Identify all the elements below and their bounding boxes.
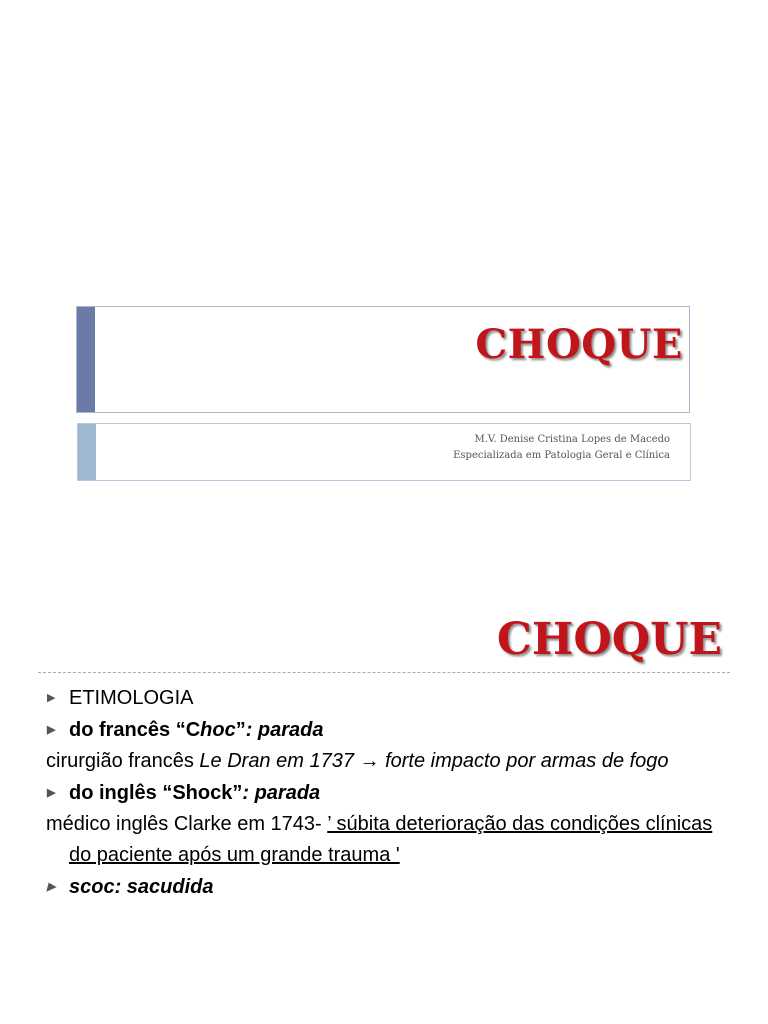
triangle-right-icon: ▶: [47, 787, 56, 799]
bullet-scoc: ▶ scoc: sacudida: [46, 871, 726, 903]
right-arrow-icon: →: [359, 750, 380, 772]
subtitle-text: [453, 432, 670, 464]
slide1-title: CHOQUE: [475, 321, 683, 368]
subtitle-accent-bar: [78, 424, 96, 480]
slide2-content: [46, 682, 726, 903]
bullet-ingles: ▶ do inglês “Shock”: parada: [46, 777, 726, 809]
bullet-etimologia: [46, 682, 726, 714]
paragraph-le-dran: cirurgião francês Le Dran em 1737 → forte impacto por armas de fogo: [46, 750, 669, 772]
bullet-frances: ▶ do francês “Choc”: parada: [46, 714, 726, 746]
triangle-right-icon: ▶: [47, 881, 56, 893]
paragraph-clarke: médico inglês Clarke em 1743- ’ súbita deterioração das condições clínicas do paciente após um grande trauma ': [46, 813, 713, 866]
slide2-title: CHOQUE: [496, 614, 722, 665]
title-accent-bar: [77, 307, 95, 412]
subtitle-author: M.V. Denise Cristina Lopes de Macedo: [474, 434, 670, 445]
subtitle-specialty: Especializada em Patologia Geral e Clínica: [453, 450, 670, 461]
title-divider: [38, 672, 730, 673]
triangle-right-icon: ▶: [47, 692, 56, 704]
subtitle-box: [77, 423, 691, 481]
bullet-text: ETIMOLOGIA: [69, 687, 194, 709]
triangle-right-icon: ▶: [47, 724, 56, 736]
title-box: [76, 306, 690, 413]
